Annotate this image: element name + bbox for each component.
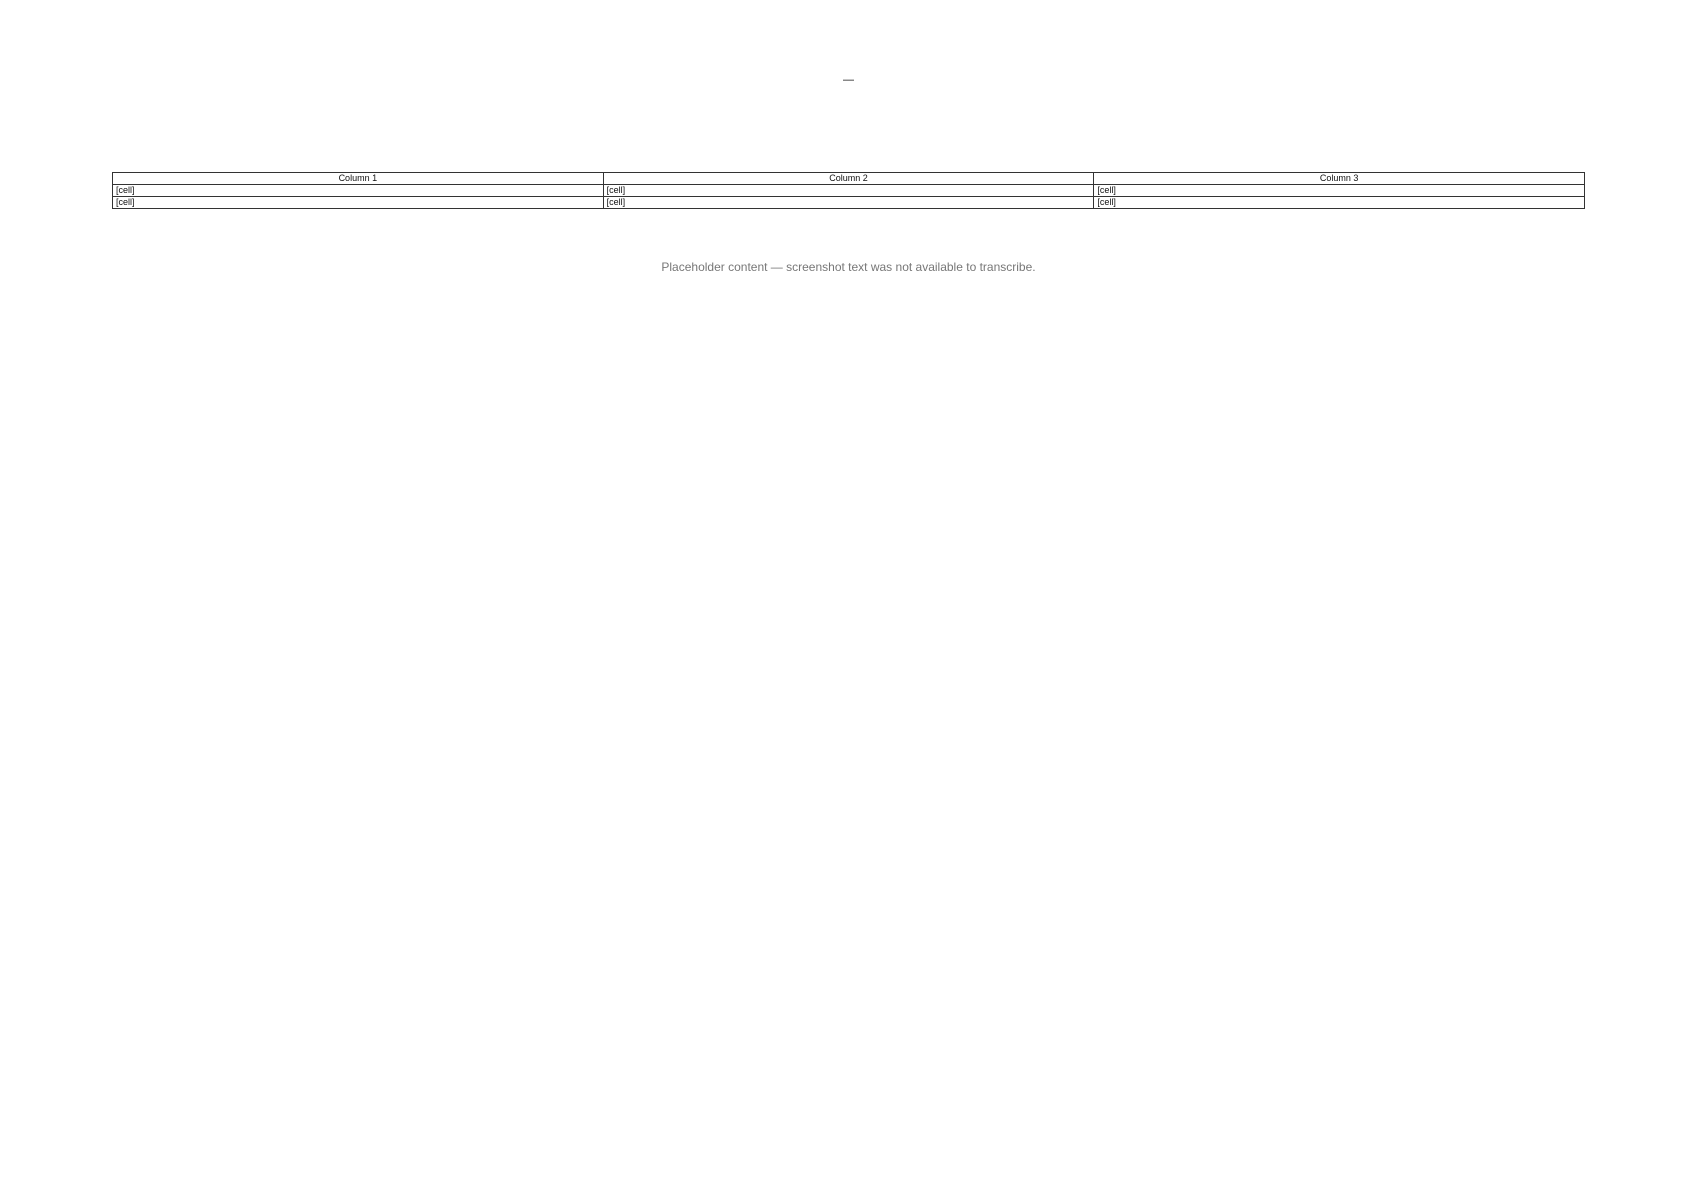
column-header: Column 3 [1094,173,1585,185]
table-cell: [cell] [113,197,604,209]
table-cell: [cell] [603,185,1094,197]
table-row [113,185,1585,197]
table-header [113,173,1585,185]
column-header: Column 2 [603,173,1094,185]
document-table [112,172,1585,209]
table-cell: [cell] [1094,185,1585,197]
page-number: — [843,74,854,86]
table-header-row [113,173,1585,185]
table-cell: [cell] [603,197,1094,209]
table-row [113,197,1585,209]
column-header: Column 1 [113,173,604,185]
table-body [113,185,1585,209]
placeholder-note: Placeholder content — screenshot text was not available to transcribe. [661,260,1036,274]
table-cell: [cell] [113,185,604,197]
document-table-wrapper [112,172,1585,209]
table-cell: [cell] [1094,197,1585,209]
